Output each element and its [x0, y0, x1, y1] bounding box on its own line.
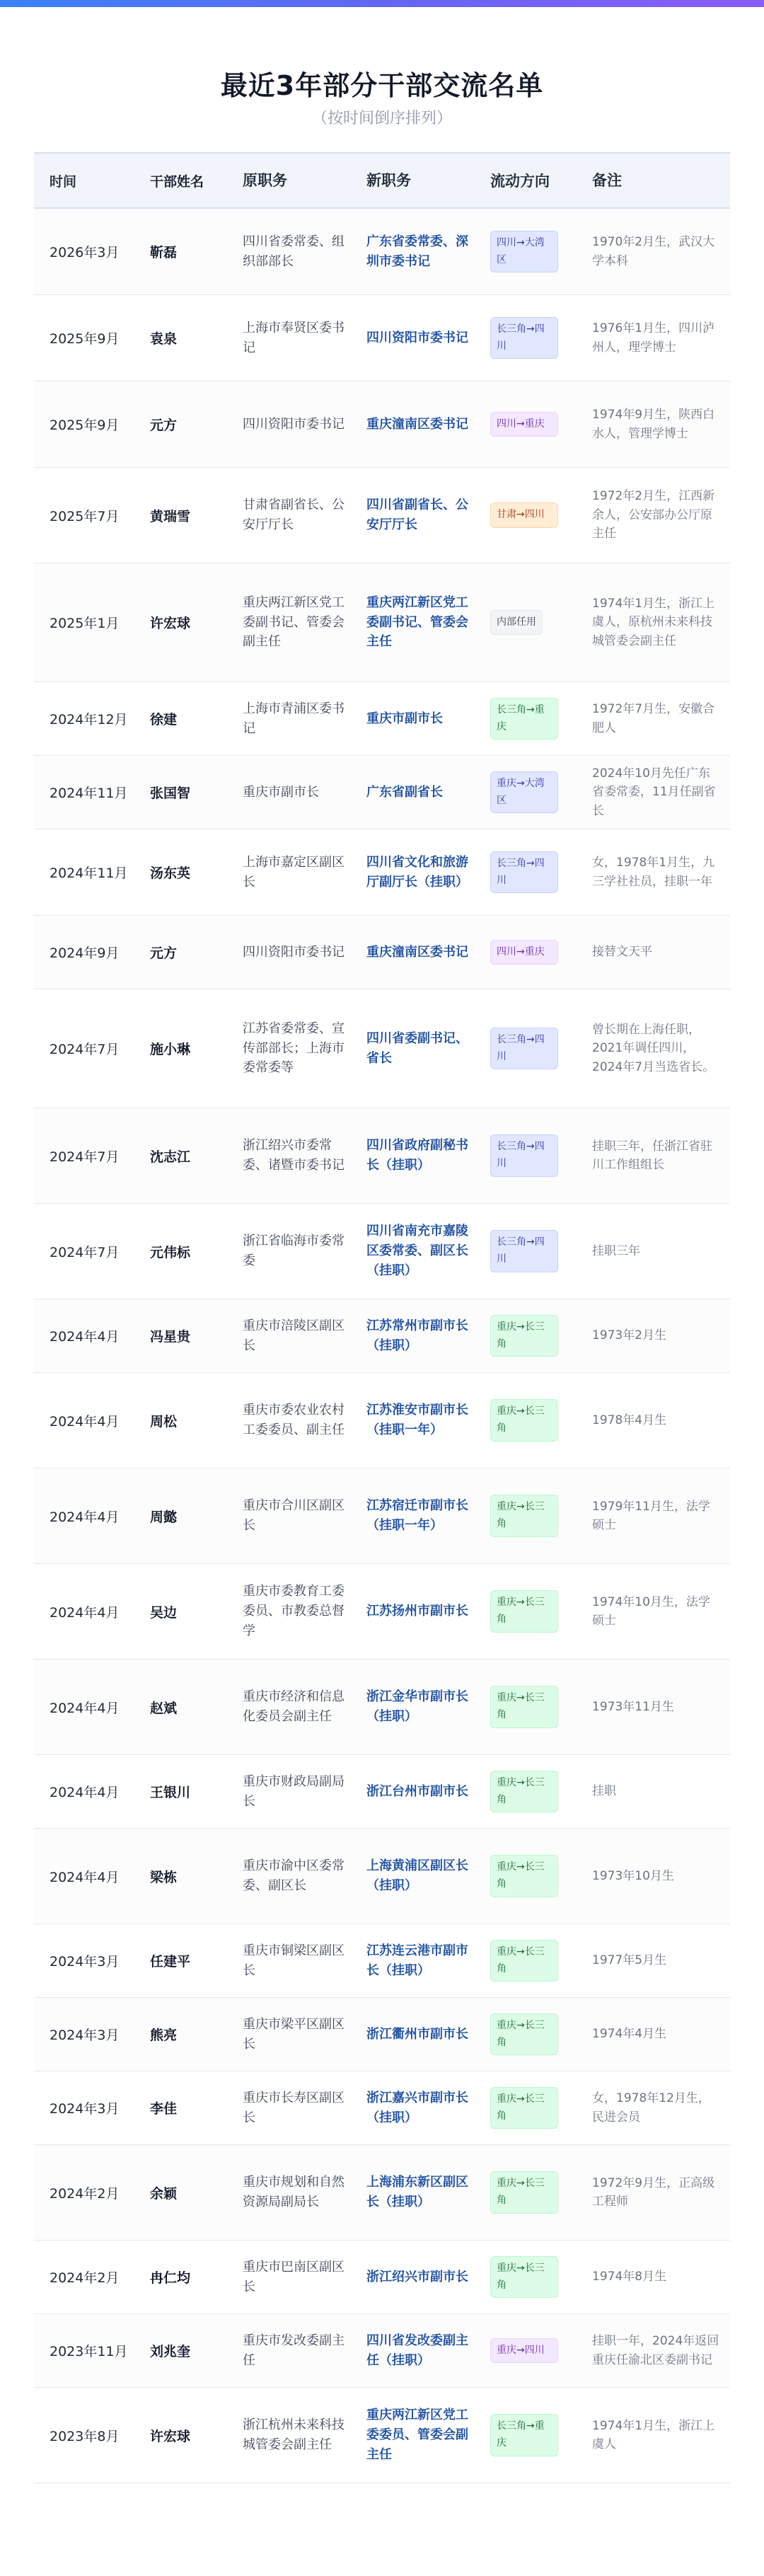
flow-badge: 重庆→长三角	[490, 2013, 558, 2056]
note-cell: 1974年4月生	[592, 2027, 667, 2042]
table-row	[34, 1204, 730, 1299]
table-row	[34, 682, 730, 756]
note-cell: 挂职三年	[592, 1243, 640, 1258]
old-position-cell: 浙江省临海市委常委	[243, 1234, 345, 1268]
note-cell: 挂职	[592, 1784, 616, 1799]
name-cell: 袁泉	[150, 331, 178, 347]
name-cell: 许宏球	[150, 616, 191, 631]
new-position-cell: 江苏连云港市副市长（挂职）	[366, 1943, 468, 1978]
new-position-cell: 四川省发改委副主任（挂职）	[366, 2333, 468, 2368]
name-cell: 周懿	[150, 1509, 178, 1525]
flow-badge: 长三角→四川	[490, 851, 558, 894]
note-cell: 女，1978年12月生，民进会员	[592, 2091, 710, 2124]
table-row	[34, 1829, 730, 1924]
new-position-cell: 四川省文化和旅游厅副厅长（挂职）	[366, 854, 468, 890]
date-cell: 2024年3月	[50, 2028, 120, 2043]
page-title: 最近3年部分干部交流名单	[220, 70, 544, 101]
flow-cell	[483, 1315, 585, 1357]
flow-cell	[483, 698, 585, 740]
flow-cell	[483, 2414, 585, 2456]
flow-badge: 四川→重庆	[490, 940, 558, 965]
table-row	[34, 295, 730, 381]
note-cell: 1979年11月生，法学硕士	[592, 1499, 710, 1532]
old-position-cell: 四川省委常委、组织部部长	[243, 234, 345, 269]
name-cell: 黄瑞雪	[150, 508, 191, 524]
flow-cell	[483, 1590, 585, 1633]
column-header-flow: 流动方向	[490, 173, 550, 190]
top-accent-bar	[0, 0, 764, 7]
new-position-cell: 江苏扬州市副市长	[366, 1604, 468, 1619]
old-position-cell: 重庆市经济和信息化委员会副主任	[243, 1689, 345, 1724]
table-row	[34, 1660, 730, 1755]
old-position-cell: 浙江杭州未来科技城管委会副主任	[243, 2417, 345, 2452]
date-cell: 2024年4月	[50, 1604, 120, 1621]
table-row	[34, 1468, 730, 1564]
column-header-date: 时间	[50, 173, 77, 190]
new-position-cell: 重庆两江新区党工委副书记、管委会主任	[366, 594, 468, 650]
new-position-cell: 四川省委副书记、省长	[366, 1030, 468, 1066]
column-header-old-position: 原职务	[243, 171, 287, 189]
date-cell: 2024年11月	[50, 866, 128, 881]
old-position-cell: 上海市奉贤区委书记	[243, 320, 345, 355]
old-position-cell: 四川资阳市委书记	[243, 944, 345, 960]
old-position-cell: 重庆市合川区副区长	[243, 1498, 345, 1533]
old-position-cell: 重庆市长寿区副区长	[243, 2090, 345, 2125]
name-cell: 赵斌	[150, 1700, 178, 1716]
flow-badge: 长三角→重庆	[490, 2414, 558, 2456]
note-cell: 1973年2月生	[592, 1328, 667, 1343]
table-body	[34, 209, 730, 2483]
name-cell: 周松	[150, 1413, 178, 1430]
new-position-cell: 重庆两江新区党工委委员、管委会副主任	[366, 2408, 468, 2462]
flow-badge: 长三角→重庆	[490, 698, 558, 740]
new-position-cell: 浙江衢州市副市长	[366, 2026, 468, 2042]
old-position-cell: 浙江绍兴市委常委、诸暨市委书记	[243, 1138, 345, 1173]
old-position-cell: 甘肃省副省长、公安厅厅长	[243, 498, 345, 532]
old-position-cell: 江苏省委常委、宣传部部长；上海市委常委等	[243, 1020, 345, 1076]
date-cell: 2024年4月	[50, 1785, 120, 1800]
table-row	[34, 756, 730, 829]
cadre-table	[34, 152, 730, 2483]
old-position-cell: 重庆市涪陵区副区长	[243, 1318, 345, 1353]
new-position-cell: 浙江绍兴市副市长	[366, 2269, 468, 2284]
flow-badge: 重庆→长三角	[490, 1855, 558, 1897]
note-cell: 1974年8月生	[592, 2270, 667, 2284]
name-cell: 元伟标	[150, 1244, 191, 1260]
name-cell: 王银川	[150, 1785, 191, 1800]
note-cell: 1974年9月生，陕西白水人，管理学博士	[592, 408, 715, 441]
flow-badge: 甘肃→四川	[490, 502, 558, 528]
note-cell: 女，1978年1月生，九三学社社员，挂职一年	[592, 856, 715, 889]
column-header-name: 干部姓名	[150, 173, 204, 190]
note-cell: 挂职三年，任浙江省驻川工作组组长	[592, 1139, 712, 1172]
table-row	[34, 2145, 730, 2241]
flow-badge: 重庆→长三角	[490, 2087, 558, 2129]
flow-badge: 重庆→长三角	[490, 2256, 558, 2299]
date-cell: 2024年11月	[50, 786, 128, 801]
name-cell: 张国智	[150, 786, 191, 801]
new-position-cell: 四川省南充市嘉陵区委常委、副区长（挂职）	[366, 1224, 468, 1278]
new-position-cell: 浙江嘉兴市副市长（挂职）	[366, 2090, 468, 2125]
old-position-cell: 上海市青浦区委书记	[243, 701, 345, 736]
flow-cell	[483, 1230, 585, 1272]
flow-cell	[483, 1134, 585, 1177]
new-position-cell: 江苏淮安市副市长（挂职一年）	[366, 1403, 468, 1437]
table-row	[34, 1299, 730, 1373]
flow-badge: 内部任用	[490, 610, 543, 636]
flow-badge: 四川→重庆	[490, 412, 558, 437]
table-row	[34, 1108, 730, 1204]
note-cell: 接替文天平	[592, 945, 652, 960]
new-position-cell: 上海浦东新区副区长（挂职）	[366, 2175, 468, 2209]
table-row	[34, 1564, 730, 1660]
date-cell: 2024年9月	[50, 945, 120, 961]
table-row	[34, 2314, 730, 2388]
name-cell: 梁栋	[150, 1869, 178, 1885]
flow-badge: 重庆→长三角	[490, 1495, 558, 1537]
new-position-cell: 上海黄浦区副区长（挂职）	[366, 1858, 468, 1893]
flow-badge: 重庆→长三角	[490, 1940, 558, 1982]
flow-badge: 重庆→长三角	[490, 1315, 558, 1357]
note-cell: 1976年1月生，四川泸州人，理学博士	[592, 321, 715, 355]
old-position-cell: 重庆市渝中区委常委、副区长	[243, 1858, 345, 1893]
name-cell: 靳磊	[150, 245, 178, 260]
flow-badge: 重庆→长三角	[490, 1771, 558, 1813]
flow-cell	[483, 2087, 585, 2129]
name-cell: 施小琳	[150, 1042, 191, 1057]
name-cell: 冯星贵	[150, 1329, 191, 1345]
name-cell: 元方	[150, 945, 178, 961]
date-cell: 2024年2月	[50, 2270, 120, 2286]
note-cell: 1970年2月生，武汉大学本科	[592, 235, 715, 268]
note-cell: 1977年5月生	[592, 1953, 667, 1968]
date-cell: 2024年4月	[50, 1509, 120, 1525]
flow-badge: 重庆→大湾区	[490, 771, 558, 814]
table-row	[34, 1373, 730, 1468]
name-cell: 徐建	[150, 712, 178, 728]
old-position-cell: 重庆两江新区党工委副书记、管委会副主任	[243, 594, 345, 650]
flow-badge: 重庆→长三角	[490, 2171, 558, 2214]
note-cell: 1974年10月生，法学硕士	[592, 1594, 710, 1628]
note-cell: 1974年1月生，浙江上虞人	[592, 2418, 715, 2451]
note-cell: 1972年7月生，安徽合肥人	[592, 702, 715, 735]
old-position-cell: 重庆市委教育工委委员、市教委总督学	[243, 1584, 345, 1638]
flow-badge: 四川→大湾区	[490, 231, 558, 273]
flow-cell	[483, 940, 585, 965]
page-subtitle: （按时间倒序排列）	[311, 110, 452, 127]
name-cell: 许宏球	[150, 2428, 191, 2444]
flow-cell	[483, 412, 585, 437]
old-position-cell: 重庆市副市长	[243, 784, 319, 800]
date-cell: 2026年3月	[50, 245, 120, 260]
name-cell: 余颖	[150, 2185, 178, 2202]
name-cell: 冉仁均	[150, 2270, 191, 2286]
table-row	[34, 381, 730, 468]
flow-cell	[483, 1771, 585, 1813]
name-cell: 汤东英	[150, 866, 191, 881]
table-header	[34, 152, 730, 209]
table-row	[34, 829, 730, 916]
table-row	[34, 2241, 730, 2314]
table-row	[34, 209, 730, 295]
old-position-cell: 重庆市巴南区副区长	[243, 2259, 345, 2294]
table-row	[34, 989, 730, 1108]
new-position-cell: 重庆潼南区委书记	[366, 944, 468, 960]
flow-cell	[483, 317, 585, 360]
flow-cell	[483, 1399, 585, 1442]
table-row	[34, 468, 730, 563]
old-position-cell: 重庆市梁平区副区长	[243, 2016, 345, 2052]
flow-cell	[483, 610, 585, 636]
name-cell: 熊亮	[150, 2028, 178, 2043]
flow-cell	[483, 2256, 585, 2299]
column-header-note: 备注	[592, 171, 622, 189]
new-position-cell: 重庆潼南区委书记	[366, 416, 468, 432]
date-cell: 2024年7月	[50, 1244, 120, 1260]
new-position-cell: 江苏常州市副市长（挂职）	[366, 1318, 468, 1353]
flow-cell	[483, 2338, 585, 2364]
note-cell: 1973年10月生	[592, 1868, 674, 1883]
date-cell: 2024年2月	[50, 2185, 120, 2202]
date-cell: 2025年9月	[50, 331, 120, 347]
flow-badge: 长三角→四川	[490, 1134, 558, 1177]
table-row	[34, 1755, 730, 1829]
table-row	[34, 563, 730, 682]
name-cell: 元方	[150, 418, 178, 433]
date-cell: 2024年3月	[50, 1954, 120, 1970]
new-position-cell: 浙江金华市副市长（挂职）	[366, 1689, 468, 1724]
flow-cell	[483, 1028, 585, 1070]
table-row	[34, 1998, 730, 2071]
date-cell: 2024年4月	[50, 1329, 120, 1345]
note-cell: 1972年2月生，江西新余人，公安部办公厅原主任	[592, 489, 715, 541]
flow-cell	[483, 231, 585, 273]
old-position-cell: 重庆市规划和自然资源局副局长	[243, 2175, 345, 2209]
new-position-cell: 重庆市副市长	[366, 711, 443, 726]
flow-badge: 长三角→四川	[490, 1028, 558, 1070]
flow-cell	[483, 771, 585, 814]
note-cell: 1978年4月生	[592, 1413, 667, 1427]
flow-cell	[483, 502, 585, 528]
flow-badge: 重庆→长三角	[490, 1399, 558, 1442]
new-position-cell: 四川资阳市委书记	[366, 330, 468, 345]
date-cell: 2024年4月	[50, 1700, 120, 1716]
old-position-cell: 重庆市委农业农村工委委员、副主任	[243, 1403, 345, 1437]
flow-badge: 重庆→长三角	[490, 1590, 558, 1633]
date-cell: 2024年4月	[50, 1413, 120, 1430]
date-cell: 2024年4月	[50, 1869, 120, 1885]
note-cell: 曾长期在上海任职，2021年调任四川，2024年7月当选省长。	[592, 1022, 715, 1074]
date-cell: 2025年1月	[50, 616, 120, 631]
date-cell: 2024年3月	[50, 2101, 120, 2117]
new-position-cell: 四川省政府副秘书长（挂职）	[366, 1138, 468, 1173]
name-cell: 任建平	[150, 1954, 191, 1970]
old-position-cell: 重庆市财政局副局长	[243, 1773, 345, 1809]
old-position-cell: 重庆市铜梁区副区长	[243, 1943, 345, 1978]
note-cell: 1972年9月生，正高级工程师	[592, 2175, 715, 2209]
new-position-cell: 广东省副省长	[366, 784, 443, 800]
new-position-cell: 广东省委常委、深圳市委书记	[366, 234, 468, 269]
flow-cell	[483, 1855, 585, 1897]
old-position-cell: 重庆市发改委副主任	[243, 2333, 345, 2368]
flow-badge: 长三角→四川	[490, 317, 558, 360]
date-cell: 2024年7月	[50, 1042, 120, 1057]
new-position-cell: 江苏宿迁市副市长（挂职一年）	[366, 1498, 468, 1533]
name-cell: 吴边	[150, 1604, 178, 1621]
flow-cell	[483, 851, 585, 894]
name-cell: 沈志江	[150, 1149, 191, 1165]
flow-cell	[483, 2013, 585, 2056]
date-cell: 2025年7月	[50, 508, 120, 524]
flow-badge: 长三角→四川	[490, 1230, 558, 1272]
date-cell: 2024年7月	[50, 1149, 120, 1165]
flow-badge: 重庆→四川	[490, 2338, 558, 2364]
note-cell: 挂职一年，2024年返回重庆任渝北区委副书记	[592, 2334, 719, 2367]
date-cell: 2024年12月	[50, 712, 128, 728]
date-cell: 2025年9月	[50, 418, 120, 433]
note-cell: 1973年11月生	[592, 1699, 674, 1714]
table-row	[34, 1924, 730, 1998]
note-cell: 1974年1月生，浙江上虞人，原杭州未来科技城管委会副主任	[592, 596, 715, 648]
flow-cell	[483, 1940, 585, 1982]
column-header-new-position: 新职务	[366, 171, 411, 189]
flow-cell	[483, 1686, 585, 1728]
new-position-cell: 浙江台州市副市长	[366, 1783, 468, 1799]
note-cell: 2024年10月先任广东省委常委，11月任副省长	[592, 766, 716, 818]
date-cell: 2023年8月	[50, 2428, 120, 2444]
new-position-cell: 四川省副省长、公安厅厅长	[366, 498, 468, 532]
flow-cell	[483, 1495, 585, 1537]
date-cell: 2023年11月	[50, 2344, 128, 2359]
name-cell: 刘兆奎	[150, 2344, 191, 2359]
name-cell: 李佳	[150, 2101, 178, 2117]
table-row	[34, 916, 730, 989]
old-position-cell: 上海市嘉定区副区长	[243, 854, 345, 890]
table-row	[34, 2071, 730, 2145]
flow-cell	[483, 2171, 585, 2214]
flow-badge: 重庆→长三角	[490, 1686, 558, 1728]
table-row	[34, 2388, 730, 2483]
old-position-cell: 四川资阳市委书记	[243, 416, 345, 432]
